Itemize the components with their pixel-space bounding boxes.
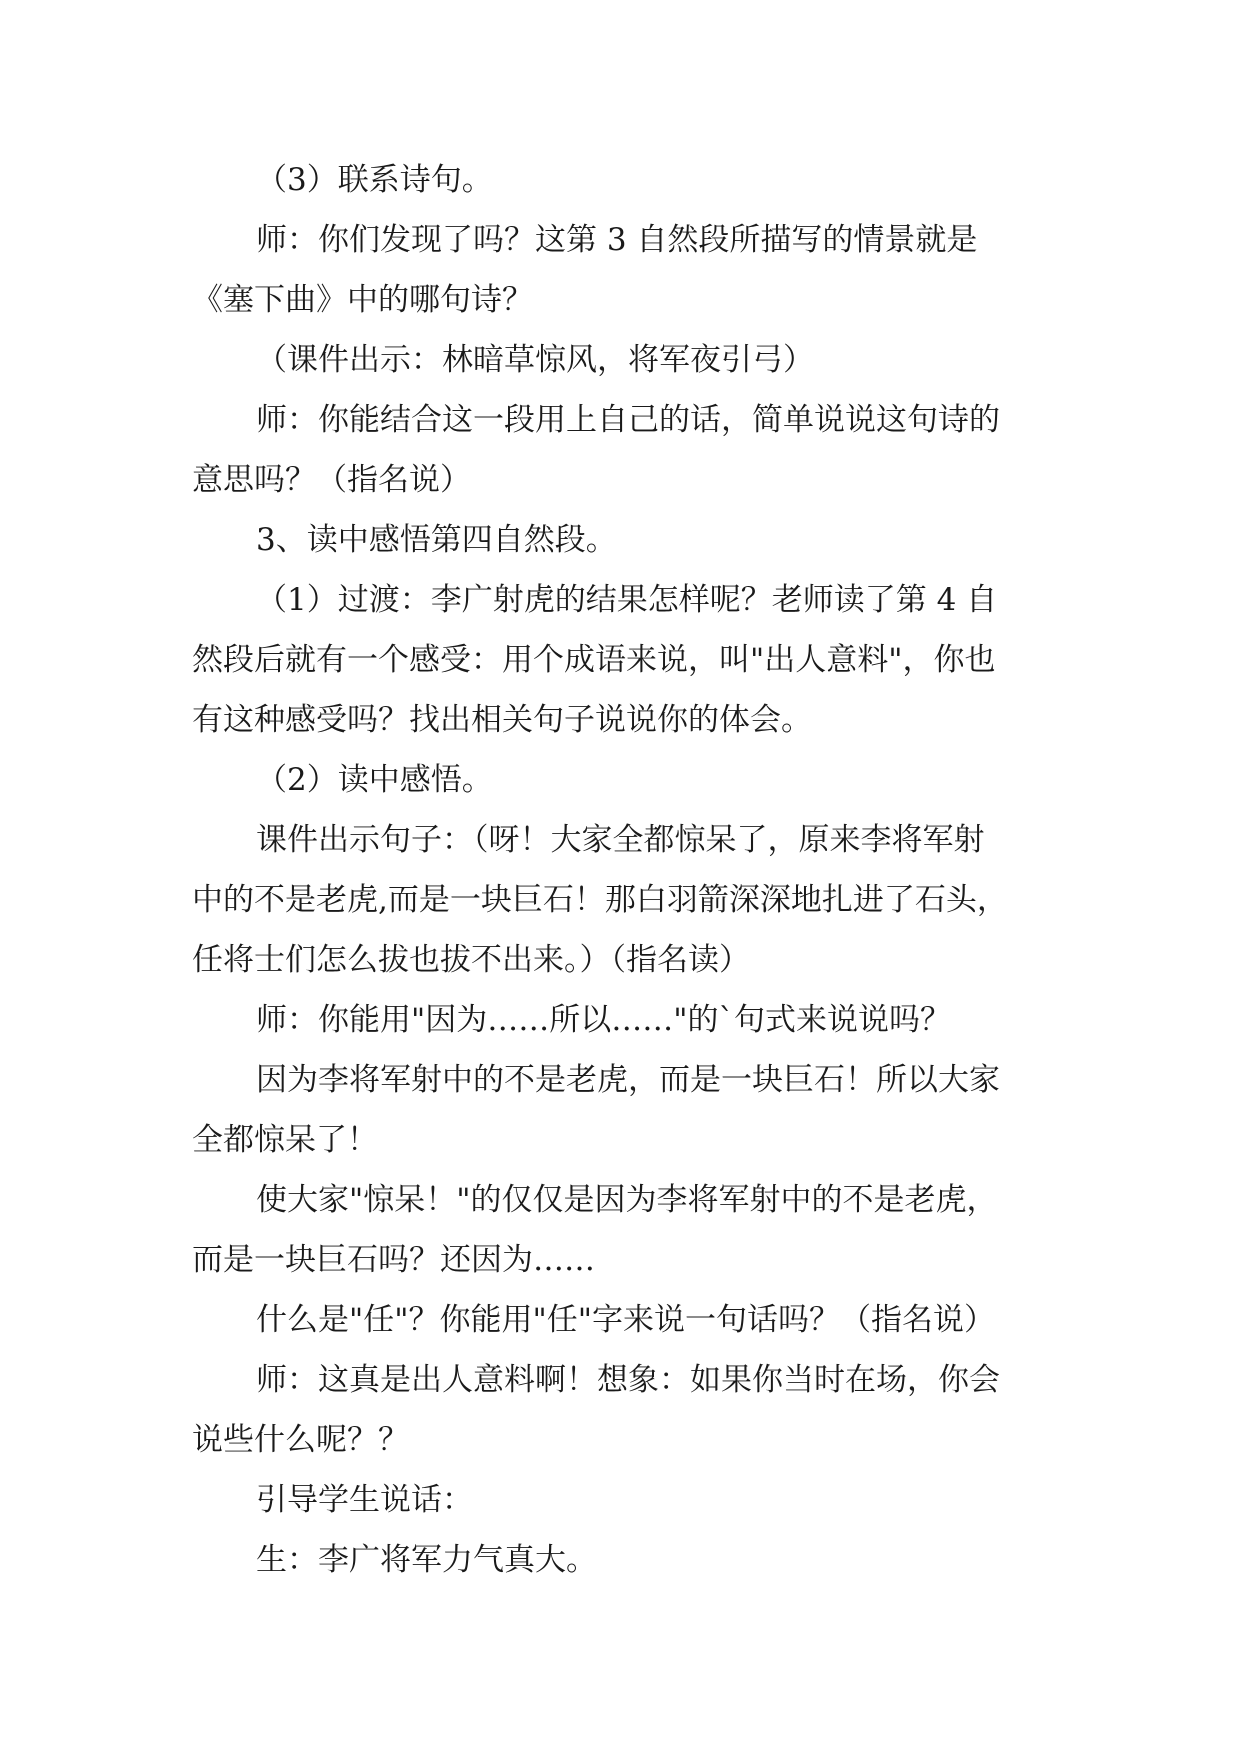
text-line: （3）联系诗句。 — [256, 162, 493, 198]
text-line: 生：李广将军力气真大。 — [256, 1542, 597, 1578]
text-line: 3、读中感悟第四自然段。 — [256, 522, 617, 558]
paragraph-15 — [192, 1530, 1056, 1590]
text-line: 中的不是老虎,而是一块巨石！那白羽箭深深地扎进了石头， — [192, 882, 1008, 918]
text-line: （2）读中感悟。 — [256, 762, 493, 798]
text-line: 然段后就有一个感受：用个成语来说，叫"出人意料"，你也 — [192, 642, 996, 678]
paragraph-9 — [192, 990, 1056, 1050]
paragraph-6 — [192, 570, 1056, 750]
paragraph-7 — [192, 750, 1056, 810]
text-line: 师：这真是出人意料啊！想象：如果你当时在场，你会 — [256, 1362, 1000, 1398]
paragraph-1 — [192, 150, 1056, 210]
paragraph-10 — [192, 1050, 1056, 1170]
text-line: 《塞下曲》中的哪句诗？ — [192, 282, 533, 318]
text-line: 而是一块巨石吗？还因为…… — [192, 1242, 595, 1278]
text-line: 意思吗？（指名说） — [192, 462, 471, 498]
paragraph-11 — [192, 1170, 1056, 1290]
paragraph-12 — [192, 1290, 1056, 1350]
text-line: 课件出示句子：（呀！大家全都惊呆了，原来李将军射 — [256, 822, 985, 858]
paragraph-3 — [192, 330, 1056, 390]
text-line: 师：你们发现了吗？这第 3 自然段所描写的情景就是 — [256, 222, 978, 258]
document-page — [192, 150, 1056, 1590]
text-line: 全都惊呆了！ — [192, 1122, 378, 1158]
text-line: （课件出示：林暗草惊风，将军夜引弓） — [256, 342, 814, 378]
paragraph-4 — [192, 390, 1056, 510]
paragraph-14 — [192, 1470, 1056, 1530]
text-line: 使大家"惊呆！"的仅仅是因为李将军射中的不是老虎， — [256, 1182, 998, 1218]
text-line: 什么是"任"？你能用"任"字来说一句话吗？（指名说） — [256, 1302, 996, 1338]
paragraph-13 — [192, 1350, 1056, 1470]
paragraph-5 — [192, 510, 1056, 570]
paragraph-8 — [192, 810, 1056, 990]
text-line: 师：你能用"因为……所以……"的`句式来说说吗？ — [256, 1002, 952, 1038]
text-line: （1）过渡：李广射虎的结果怎样呢？老师读了第 4 自 — [256, 582, 998, 618]
text-line: 有这种感受吗？找出相关句子说说你的体会。 — [192, 702, 812, 738]
text-line: 师：你能结合这一段用上自己的话，简单说说这句诗的 — [256, 402, 1000, 438]
text-line: 任将士们怎么拔也拔不出来。）（指名读） — [192, 942, 750, 978]
paragraph-2 — [192, 210, 1056, 330]
text-line: 引导学生说话： — [256, 1482, 473, 1518]
text-line: 因为李将军射中的不是老虎，而是一块巨石！所以大家 — [256, 1062, 1000, 1098]
text-line: 说些什么呢？？ — [192, 1422, 409, 1458]
